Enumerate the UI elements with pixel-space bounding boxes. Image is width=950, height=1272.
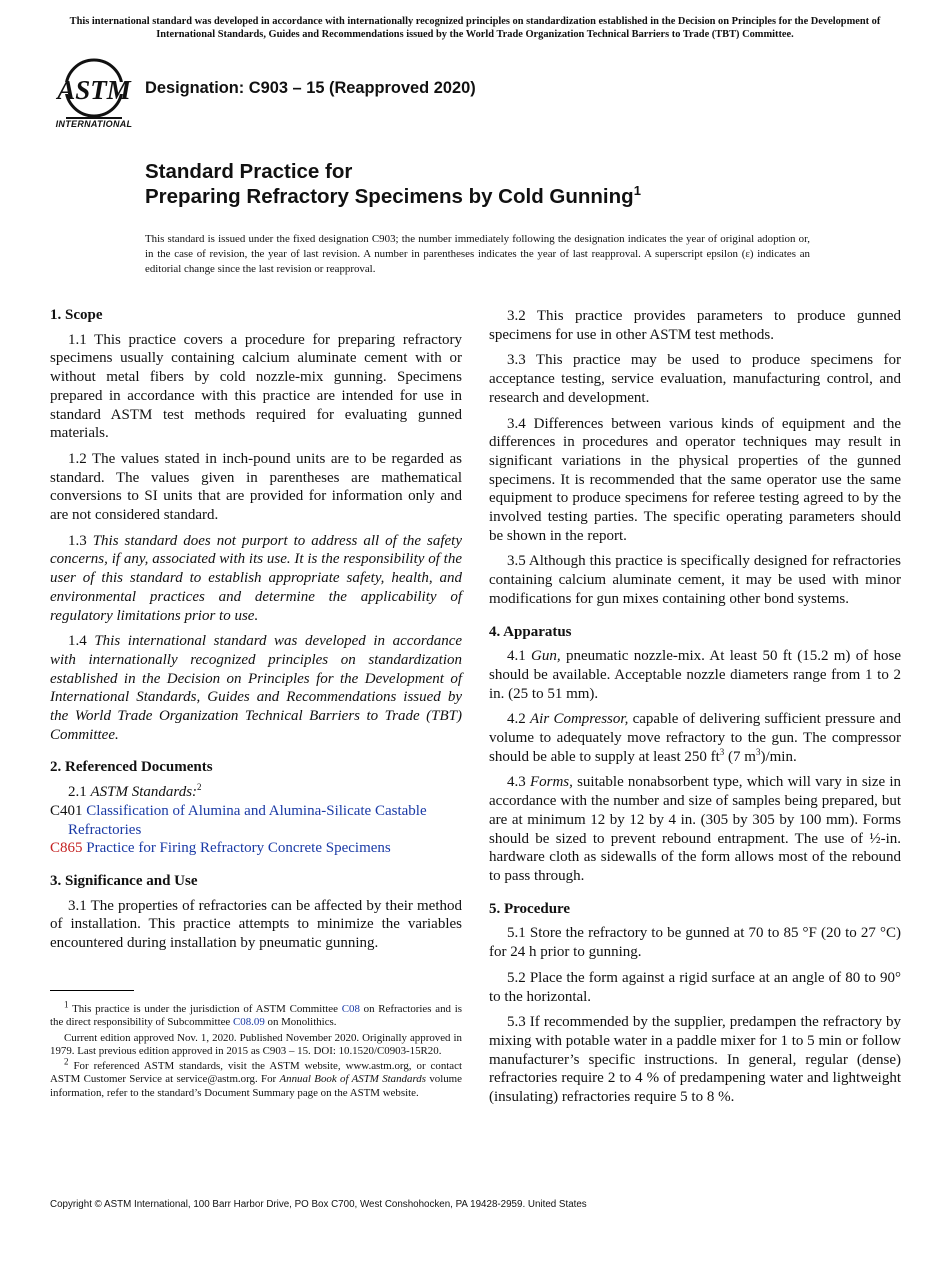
footnote-1: $^1$ This practice is under the jurisdiction of ASTM Committee C08 on Refractories and is the direct responsibility of Subcommittee C08.09 on Monolithics. [50, 999, 462, 1029]
para-1-1: 1.1 This practice covers a procedure for preparing refractory specimens usually containing calcium aluminate cement with or without metal fibers by cold nozzle-mix gunning. Specimens prepared in accordance with this practice are intended for use in standard ASTM test methods required for evaluating gunned materials. [50, 331, 462, 442]
para-1-4: 1.4 This international standard was developed in accordance with internationally recognized principles on standardization established in the Decision on Principles for the Development of International Standards, Guides and Recommendations issued by the World Trade Organization Technical Barriers to Trade (TBT) Committee. [50, 633, 463, 743]
title-footnote-mark[interactable]: 1 [633, 183, 641, 199]
svg-text:ASTM: ASTM [57, 75, 131, 105]
para-4-1: 4.1 Gun, pneumatic nozzle-mix. At least 50 ft (15.2 m) of hose should be available. Acceptable nozzle diameters range from 1 to 2 in. (25 to 51 mm). [489, 648, 902, 702]
para-2-1: 2.1 ASTM Standards:$^2$ [68, 782, 202, 801]
right-column [489, 307, 901, 1114]
title-line-1: Standard Practice for [145, 160, 353, 183]
para-4-2: 4.2 Air Compressor, capable of delivering sufficient pressure and volume to adequately move refractory to the gun. The compressor should be able to supply at least 250 $ft^3$ (7 $m^3)/\min$. [489, 711, 902, 765]
section-heading-significance: 3. Significance and Use [50, 872, 198, 889]
para-3-3: 3.3 This practice may be used to produce specimens for acceptance testing, service evaluation, manufacturing control, and research and development. [489, 352, 901, 406]
footnotes [50, 999, 462, 1102]
section-heading-referenced: 2. Referenced Documents [50, 759, 213, 776]
section-heading-apparatus: 4. Apparatus [489, 623, 572, 640]
left-column [50, 306, 462, 960]
footnote-c0809-link[interactable]: C08.09 [233, 1016, 265, 1029]
logo-international-text: INTERNATIONAL [55, 119, 133, 129]
ref-c401-link[interactable]: Classification of Alumina and Alumina-Silicate Castable Refractories [68, 802, 427, 838]
para-3-1: 3.1 The properties of refractories can be affected by their method of installation. This practice attempts to minimize the variables encountered during installation by pneumatic gunning. [50, 897, 462, 952]
document-title [145, 159, 641, 209]
designation: Designation: C903 – 15 (Reapproved 2020) [145, 79, 476, 97]
para-4-3: 4.3 Forms, suitable nonabsorbent type, which will vary in size in accordance with the number and size of samples being prepared, but are at minimum 12 by 12 by 4 in. (305 by 305 by 100 mm). Forms should be sized to prevent rebound entrapment. The use of ½-in. hardware cloth as sidewalls of the form allows most of the rebound to pass through. [489, 774, 901, 884]
wto-notice: This international standard was developed in accordance with internationally recognized principles on standardization established in the Decision on Principles for the Development of International Standards, Guides and Recommendations issued by the World Trade Organization Technical Barriers to Trade (TBT) Committee. [69, 16, 881, 40]
issuance-note: This standard is issued under the fixed designation C903; the number immediately following the designation indicates the year of original adoption or, in the case of revision, the year of last revision. A number in parentheses indicates the year of last reapproval. A superscript epsilon (ε) indicates an editorial change since the last revision or reapproval. [145, 233, 810, 275]
para-3-4: 3.4 Differences between various kinds of equipment and the differences in procedures and operator techniques may result in significant variations in the physical properties of the gunned specimens. It is recommended that the same operator use the same equipment to produce specimens for referee testing agreed to by the involved testing parties. The specific operating parameters should be shown in the report. [489, 415, 901, 544]
para-3-5: 3.5 Although this practice is specifically designed for refractories containing calcium aluminate cement, it may be used with minor modifications for gun mixes containing other bond systems. [489, 553, 901, 607]
footnote-divider [50, 990, 134, 991]
ref-c865-link[interactable]: Practice for Firing Refractory Concrete Specimens [86, 840, 391, 857]
para-5-2: 5.2 Place the form against a rigid surface at an angle of 80 to 90° to the horizontal. [489, 969, 901, 1005]
section-heading-scope: 1. Scope [50, 307, 103, 323]
ref-c401[interactable]: C401 Classification of Alumina and Alumina-Silicate Castable Refractories [50, 802, 427, 838]
footnote-2: $^2$ For referenced ASTM standards, visit the ASTM website, www.astm.org, or contact ASTM Customer Service at service@astm.org. For Annual Book of ASTM Standards volume information, refer to the standard’s Document Summary page on the ASTM website. [50, 1056, 462, 1099]
ref-c865[interactable] [50, 839, 462, 858]
para-3-2: 3.2 This practice provides parameters to produce gunned specimens for use in other ASTM test methods. [489, 308, 901, 343]
section-heading-procedure: 5. Procedure [489, 900, 571, 917]
para-1-3: 1.3 This standard does not purport to address all of the safety concerns, if any, associated with its use. It is the responsibility of the user of this standard to establish appropriate safety, health, and environmental practices and determine the applicability of regulatory limitations prior to use. [50, 532, 463, 624]
title-line-2: Preparing Refractory Specimens by Cold Gunning$^1$ [145, 183, 641, 208]
ref-c865-code[interactable]: C865 [50, 840, 83, 857]
para-1-2: 1.2 The values stated in inch-pound units are to be regarded as standard. The values given in parentheses are mathematical conversions to SI units that are provided for information only and are not considered standard. [50, 450, 462, 524]
para-5-1: 5.1 Store the refractory to be gunned at 70 to 85 °F (20 to 27 °C) for 24 h prior to gunning. [489, 925, 901, 961]
copyright-notice: Copyright © ASTM International, 100 Barr Harbor Drive, PO Box C700, West Conshohocken, PA 19428-2959. United States [50, 1199, 587, 1210]
footnote-c08-link[interactable]: C08 [341, 1003, 360, 1015]
footnote-edition: Current edition approved Nov. 1, 2020. Published November 2020. Originally approved in 1979. Last previous edition approved in 2015 as C903 – 15. DOI: 10.1520/C0903-15R20. [50, 1031, 462, 1057]
para-5-3: 5.3 If recommended by the supplier, predampen the refractory by mixing with potable water in a paddle mixer for 1 to 5 min or follow manufacturer’s specific instructions. In general, regular (dense) refractories require 2 to 4 % of predampening water and lightweight (insulating) refractories require 5 to 8 %. [489, 1014, 901, 1106]
